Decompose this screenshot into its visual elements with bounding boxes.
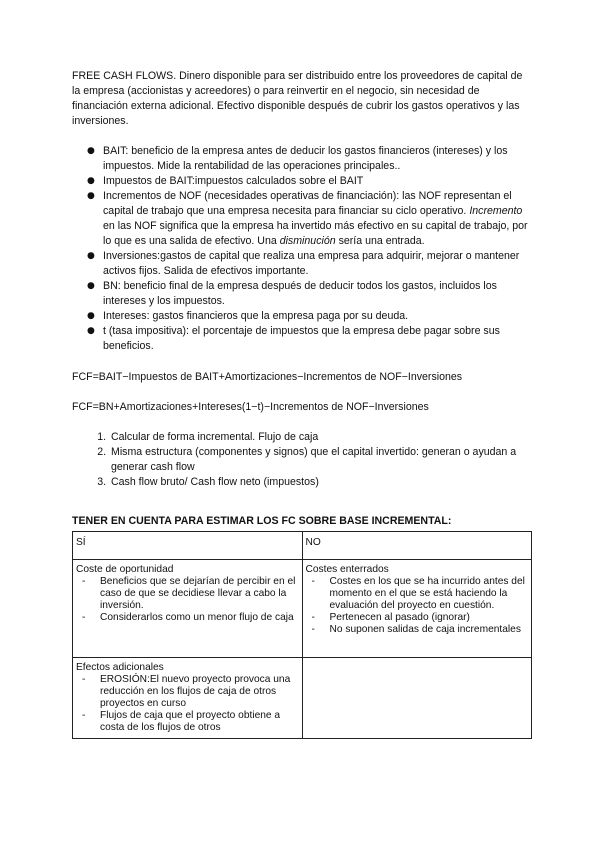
cell-title: Efectos adicionales <box>76 662 164 673</box>
bullet-impuestos: ● Impuestos de BAIT:impuestos calculados sobre el BAIT <box>103 174 532 189</box>
incremental-table <box>72 531 532 739</box>
list-item: - Beneficios que se dejarían de percibir en el caso de que se decidiese llevar a cabo la inversión. <box>100 576 298 612</box>
nof-italic-incremento: Incremento <box>469 205 523 217</box>
table-title: TENER EN CUENTA PARA ESTIMAR LOS FC SOBRE BASE INCREMENTAL: <box>72 515 452 527</box>
bullet-bait: ● BAIT: beneficio de la empresa antes de deducir los gastos financieros (intereses) y los impuestos. Mide la rentabilidad de las operaciones principales.. <box>103 144 532 174</box>
bullet-tasa: ● t (tasa impositiva): el porcentaje de impuestos que la empresa debe pagar sobre sus beneficios. <box>103 324 532 354</box>
step-item: 2. Misma estructura (componentes y signos) que el capital invertido: generan o ayudan a generar cash flow <box>109 445 532 475</box>
formula-bn: FCF=BN+Amortizaciones+Intereses(1−t)−Incrementos de NOF−Inversiones <box>72 401 429 413</box>
cell-title: Costes enterrados <box>305 564 389 575</box>
definitions-list <box>72 144 532 354</box>
cell-efectos-adicionales <box>73 658 303 739</box>
list-item: - Costes en los que se ha incurrido antes del momento en el que se está haciendo la evaluación del proyecto en cuestión. <box>330 576 528 612</box>
bullet-intereses: ● Intereses: gastos financieros que la empresa paga por su deuda. <box>103 309 532 324</box>
nof-text-c: en las NOF significa que la empresa ha invertido más efectivo en su capital de trabajo, por lo que es una salida de efectivo. Una <box>103 220 528 247</box>
step-item: 3. Cash flow bruto/ Cash flow neto (impuestos) <box>109 475 532 490</box>
nof-text-a: Incrementos de NOF (necesidades operativas de financiación): las NOF representan el capital de trabajo que una empresa necesita para financiar su ciclo operativo. <box>103 190 512 217</box>
list-item: - EROSIÓN:El nuevo proyecto provoca una reducción en los flujos de caja de otros proyectos en curso <box>100 674 298 710</box>
list-item: - No suponen salidas de caja incrementales <box>330 624 528 636</box>
header-no: NO <box>302 532 532 560</box>
header-si: SÍ <box>73 532 303 560</box>
document-page <box>72 69 532 739</box>
bullet-nof <box>103 189 532 249</box>
cell-title: Coste de oportunidad <box>76 564 174 575</box>
formula-bait: FCF=BAIT−Impuestos de BAIT+Amortizaciones−Incrementos de NOF−Inversiones <box>72 371 463 383</box>
bullet-inversiones: ● Inversiones:gastos de capital que realiza una empresa para adquirir, mejorar o mantener activos fijos. Salida de efectivos importante. <box>103 249 532 279</box>
nof-italic-disminucion: disminución <box>279 235 336 247</box>
dash-list <box>76 674 298 734</box>
cell-empty <box>302 658 532 739</box>
step-item: 1. Calcular de forma incremental. Flujo de caja <box>109 430 532 445</box>
cell-coste-oportunidad <box>73 560 303 658</box>
nof-text-e: sería una entrada. <box>335 235 425 247</box>
cell-costes-enterrados <box>302 560 532 658</box>
intro-paragraph: FREE CASH FLOWS. Dinero disponible para ser distribuido entre los proveedores de capital de la empresa (accionistas y acreedores) o para reinvertir en el negocio, sin necesidad de financiación externa adicional. Efectivo disponible después de cubrir los gastos operativos y las inversiones. <box>72 70 523 127</box>
dash-list <box>306 576 528 636</box>
list-item: - Pertenecen al pasado (ignorar) <box>330 612 528 624</box>
list-item: - Considerarlos como un menor flujo de caja <box>100 612 298 624</box>
list-item: - Flujos de caja que el proyecto obtiene a costa de los flujos de otros <box>100 710 298 734</box>
bullet-bn: ● BN: beneficio final de la empresa después de deducir todos los gastos, incluidos los intereses y los impuestos. <box>103 279 532 309</box>
dash-list <box>76 576 298 624</box>
steps-list <box>72 430 532 490</box>
